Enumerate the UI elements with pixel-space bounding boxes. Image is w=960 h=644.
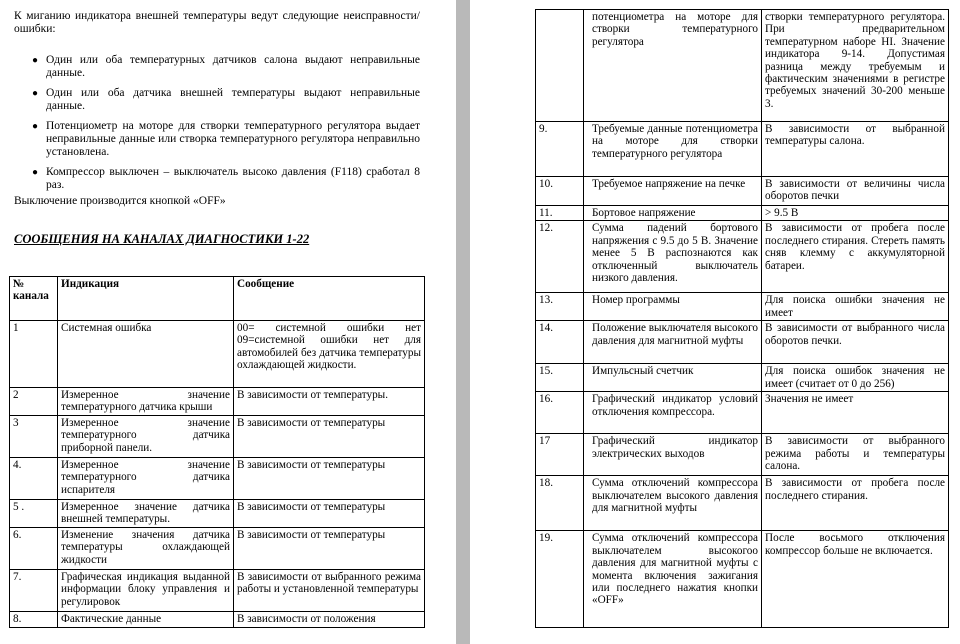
column-header-indication: Индикация [58,277,234,321]
diagnostic-table-left [9,276,425,628]
table-row: 17 Графический индикатор электрических выходов В зависимости от выбранного режима работы и температуры салона. [536,434,949,476]
bullet-icon: ● [32,55,39,66]
document-page-left [0,0,456,644]
page-gutter [456,0,470,644]
column-header-number: № канала [10,277,58,321]
table-row: 6. Изменение значения датчика температуры охлаждающей жидкости В зависимости от температуры [10,528,425,570]
table-row: 13. Номер программы Для поиска ошибки значения не имеет [536,293,949,321]
table-row: 3 Измеренное значение температурного датчика приборной панели. В зависимости от температуры [10,416,425,458]
table-row: 12. Сумма падений бортового напряжения с 9.5 до 5 В. Значение менее 5 В распознаются как отключенный выключатель низкого давления. В зависимости от пробега после последнего стирания. Стереть память сняв клемму с аккумуляторной батареи. [536,221,949,293]
off-note: Выключение производится кнопкой «OFF» [14,195,226,207]
fault-list [14,54,420,199]
diagnostic-table-right [535,9,949,628]
table-row: 19. Сумма отключений компрессора выключателем высокогоо давления для магнитной муфты с момента включения зажигания или последнего нажатия кнопки «OFF» После восьмого отключения компрессор больше не включается. [536,531,949,628]
intro-paragraph: К миганию индикатора внешней температуры ведут следующие неисправности/ошибки: [14,10,420,35]
table-row: 4. Измеренное значение температурного датчика испарителя В зависимости от температуры [10,458,425,500]
table-row: 8. Фактические данные В зависимости от положения [10,612,425,628]
list-item: ● Один или оба температурных датчиков салона выдают неправильные данные. [32,54,420,79]
table-row: потенциометра на моторе для створки температурного регулятора створки температурного регулятора. При предварительном температурном наборе HI. Значение индикатора 9-14. Допустимая разница между требуемым и фактическим значениями в регистре требуемых значений 30-200 меньше 3. [536,10,949,122]
bullet-icon: ● [32,167,39,178]
table-header-row [10,277,425,321]
section-heading: СООБЩЕНИЯ НА КАНАЛАХ ДИАГНОСТИКИ 1-22 [14,232,310,246]
list-item: ● Потенциометр на моторе для створки температурного регулятора выдает неправильные данные или створка температурного регулятора неправильно установлена. [32,120,420,158]
table-row: 7. Графическая индикация выданной информации блоку управления и регулировок В зависимости от выбранного режима работы и установленной температуры [10,570,425,612]
bullet-icon: ● [32,88,39,99]
table-row: 15. Импульсный счетчик Для поиска ошибок значения не имеет (считает от 0 до 256) [536,364,949,392]
list-item: ● Один или оба датчика внешней температуры выдают неправильные данные. [32,87,420,112]
list-item: ● Компрессор выключен – выключатель высоко давления (F118) сработал 8 раз. [32,166,420,191]
table-row: 16. Графический индикатор условий отключения компрессора. Значения не имеет [536,392,949,434]
bullet-icon: ● [32,121,39,132]
table-row: 9. Требуемые данные потенциометра на моторе для створки температурного регулятора В зависимости от выбранной температуры салона. [536,122,949,177]
table-row: 5 . Измеренное значение датчика внешней температуры. В зависимости от температуры [10,500,425,528]
column-header-message: Сообщение [234,277,425,321]
table-row: 10. Требуемое напряжение на печке В зависимости от величины числа оборотов печки [536,177,949,206]
table-row: 1 Системная ошибка 00= системной ошибки нет 09=системной ошибки нет для автомобилей без датчика температуры охлаждающей жидкости. [10,321,425,388]
table-row: 11. Бортовое напряжение > 9.5 В [536,206,949,221]
table-row: 2 Измеренное значение температурного датчика крыши В зависимости от температуры. [10,388,425,416]
table-row: 14. Положение выключателя высокого давления для магнитной муфты В зависимости от выбранного числа оборотов печки. [536,321,949,364]
table-row: 18. Сумма отключений компрессора выключателем высокого давления для магнитной муфты В зависимости от пробега после последнего стирания. [536,476,949,531]
